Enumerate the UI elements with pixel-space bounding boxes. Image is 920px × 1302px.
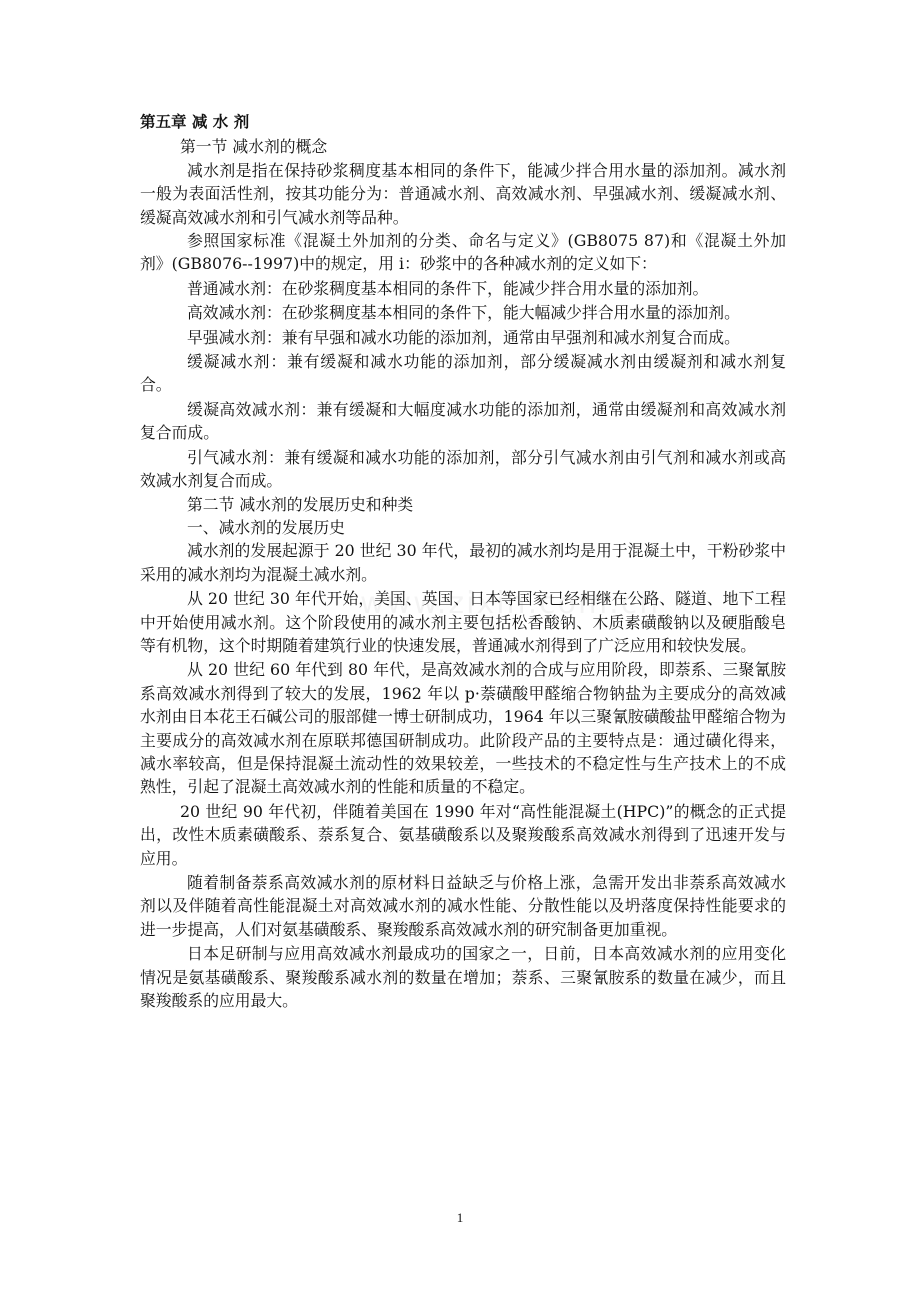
- type-definition: 缓凝减水剂：兼有缓凝和减水功能的添加剂，部分缓凝减水剂由缓凝剂和减水剂复合。: [140, 352, 786, 395]
- type-definition: 引气减水剂：兼有缓凝和减水功能的添加剂，部分引气减水剂由引气剂和减水剂或高效减水剂复合而成。: [140, 447, 786, 491]
- section-1-heading: 第一节 减水剂的概念: [180, 137, 328, 157]
- history-paragraph: 日本足研制与应用高效减水剂最成功的国家之一，日前，日本高效减水剂的应用变化情况是氨基磺酸系、聚羧酸系减水剂的数量在增加；萘系、三聚氰胺系的数量在减少，而且聚羧酸系的应用最大。: [140, 944, 786, 1011]
- type-definition: 早强减水剂：兼有早强和减水功能的添加剂，通常由早强剂和减水剂复合而成。: [187, 327, 740, 347]
- history-paragraph: 从 20 世纪 30 年代开始，美国、英国、日本等国家已经相继在公路、隧道、地下工程中开始使用减水剂。这个阶段使用的减水剂主要包括松香酸钠、木质素磺酸钠以及硬脂酸皂等有机物，这个时期随着建筑行业的快速发展，普通减水剂得到了广泛应用和较快发展。: [140, 589, 786, 655]
- type-definition: 缓凝高效减水剂：兼有缓凝和大幅度减水功能的添加剂，通常由缓凝剂和高效减水剂复合而成。: [140, 399, 786, 443]
- history-subheading: 一、减水剂的发展历史: [187, 517, 345, 537]
- history-paragraph: 从 20 世纪 60 年代到 80 年代，是高效减水剂的合成与应用阶段，即萘系、三聚氰胺系高效减水剂得到了较大的发展，1962 年以 p·萘磺酸甲醛缩合物钠盐为主要成分的高效减水剂由日本花王石碱公司的服部健一博士研制成功，1964 年以三聚氰胺磺酸盐甲醛缩合物为主要成分的高效减水剂在原联邦德国研制成功。此阶段产品的主要特点是：通过磺化得来，减水率较高，但是保持混凝土流动性的效果较差，一些技术的不稳定性与生产技术上的不成熟性，引起了混凝土高效减水剂的性能和质量的不稳定。: [140, 660, 786, 797]
- type-definition: 高效减水剂：在砂浆稠度基本相同的条件下，能大幅减少拌合用水量的添加剂。: [187, 303, 740, 323]
- chapter-title: 第五章 减 水 剂: [140, 113, 250, 131]
- standards-paragraph: 参照国家标准《混凝土外加剂的分类、命名与定义》(GB8075 87)和《混凝土外加剂》(GB8076--1997)中的规定，用 i：砂浆中的各种减水剂的定义如下：: [140, 231, 786, 274]
- definition-paragraph: 减水剂是指在保持砂浆稠度基本相同的条件下，能减少拌合用水量的添加剂。减水剂一般为表面活性剂，按其功能分为：普通减水剂、高效减水剂、早强减水剂、缓凝减水剂、缓凝高效减水剂和引气减水剂等品种。: [140, 160, 786, 227]
- history-paragraph: 20 世纪 90 年代初，伴随着美国在 1990 年对“高性能混凝土(HPC)”的概念的正式提出，改性木质素磺酸系、萘系复合、氨基磺酸系以及聚羧酸系高效减水剂得到了迅速开发与应用。: [140, 801, 786, 868]
- history-paragraph: 减水剂的发展起源于 20 世纪 30 年代，最初的减水剂均是用于混凝土中，干粉砂浆中采用的减水剂均为混凝土减水剂。: [140, 541, 786, 584]
- page-number: 1: [456, 1210, 464, 1225]
- history-paragraph: 随着制备萘系高效减水剂的原材料日益缺乏与价格上涨，急需开发出非萘系高效减水剂以及伴随着高性能混凝土对高效减水剂的减水性能、分散性能以及坍落度保持性能要求的进一步提高，人们对氨基磺酸系、聚羧酸系高效减水剂的研究制备更加重视。: [140, 873, 786, 939]
- document-body: [140, 111, 786, 1012]
- section-2-heading: 第二节 减水剂的发展历史和种类: [187, 494, 414, 514]
- type-definition: 普通减水剂：在砂浆稠度基本相同的条件下，能减少拌合用水量的添加剂。: [187, 278, 709, 298]
